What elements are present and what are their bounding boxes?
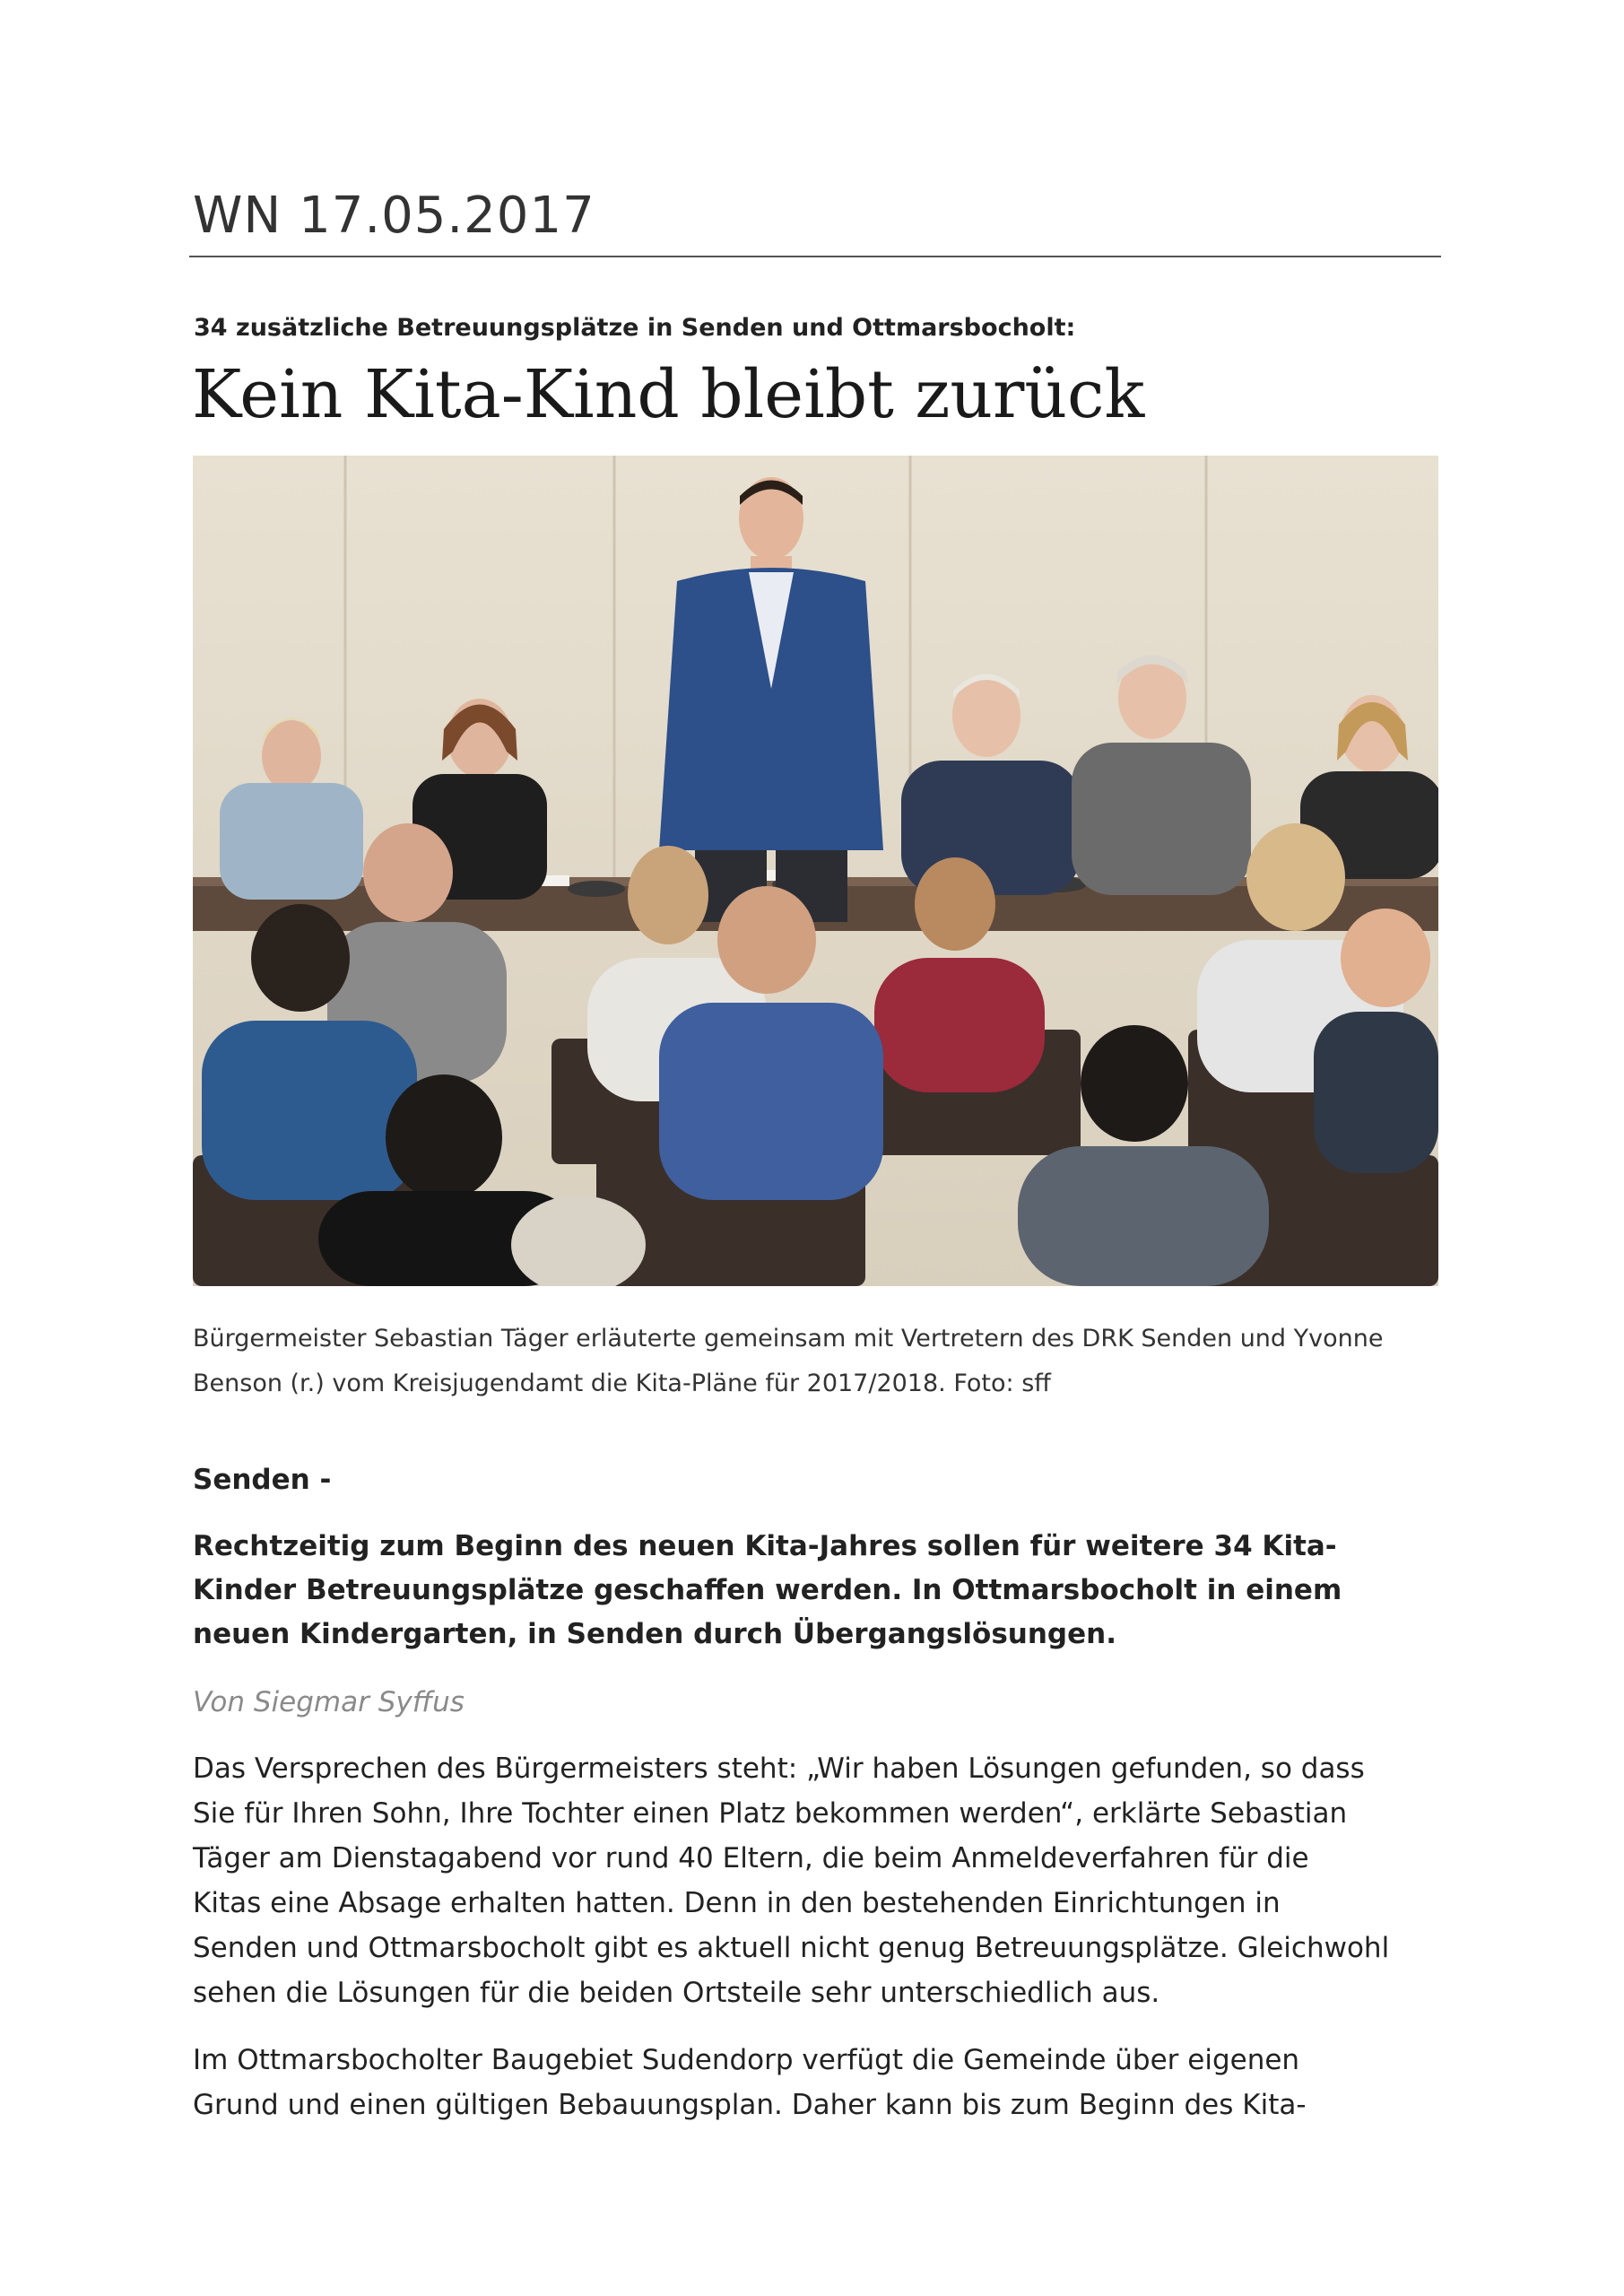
body-paragraph-1: [193, 1746, 1448, 2015]
lead-line: Kinder Betreuungsplätze geschaffen werden. In Ottmarsbocholt in einem: [193, 1574, 1342, 1606]
body-line: Täger am Dienstagabend vor rund 40 Eltern, die beim Anmeldeverfahren für die: [193, 1842, 1309, 1874]
masthead-rule: [189, 256, 1441, 257]
lead-line: Rechtzeitig zum Beginn des neuen Kita-Jahres sollen für weitere 34 Kita-: [193, 1530, 1337, 1562]
body-line: Senden und Ottmarsbocholt gibt es aktuell nicht genug Betreuungsplätze. Gleichwohl: [193, 1932, 1390, 1964]
dateline: Senden -: [193, 1464, 332, 1496]
body-line: sehen die Lösungen für die beiden Ortsteile sehr unterschiedlich aus.: [193, 1977, 1160, 2009]
body-line: Grund und einen gültigen Bebauungsplan. Daher kann bis zum Beginn des Kita-: [193, 2089, 1307, 2121]
body-line: Sie für Ihren Sohn, Ihre Tochter einen Platz bekommen werden“, erklärte Sebastian: [193, 1797, 1348, 1830]
lead-paragraph: [193, 1525, 1448, 1657]
body-line: Im Ottmarsbocholter Baugebiet Sudendorp verfügt die Gemeinde über eigenen: [193, 2044, 1300, 2076]
lead-line: neuen Kindergarten, in Senden durch Übergangslösungen.: [193, 1618, 1116, 1650]
caption-line: Benson (r.) vom Kreisjugendamt die Kita-Pläne für 2017/2018. Foto: sff: [193, 1370, 1051, 1397]
body-paragraph-2: [193, 2038, 1448, 2127]
masthead-date: WN 17.05.2017: [193, 187, 595, 245]
headline: Kein Kita-Kind bleibt zurück: [192, 356, 1145, 433]
kicker: 34 zusätzliche Betreuungsplätze in Senden und Ottmarsbocholt:: [194, 314, 1076, 342]
body-line: Kitas eine Absage erhalten hatten. Denn in den bestehenden Einrichtungen in: [193, 1887, 1281, 1919]
body-line: Das Versprechen des Bürgermeisters steht: „Wir haben Lösungen gefunden, so dass: [193, 1752, 1365, 1785]
caption-line: Bürgermeister Sebastian Täger erläuterte gemeinsam mit Vertretern des DRK Senden und Yvonne: [193, 1325, 1384, 1352]
photo-caption: [193, 1317, 1448, 1406]
byline: Von Siegmar Syffus: [193, 1686, 465, 1718]
photo-illustration: [193, 456, 1438, 1286]
article-photo: [193, 456, 1438, 1286]
